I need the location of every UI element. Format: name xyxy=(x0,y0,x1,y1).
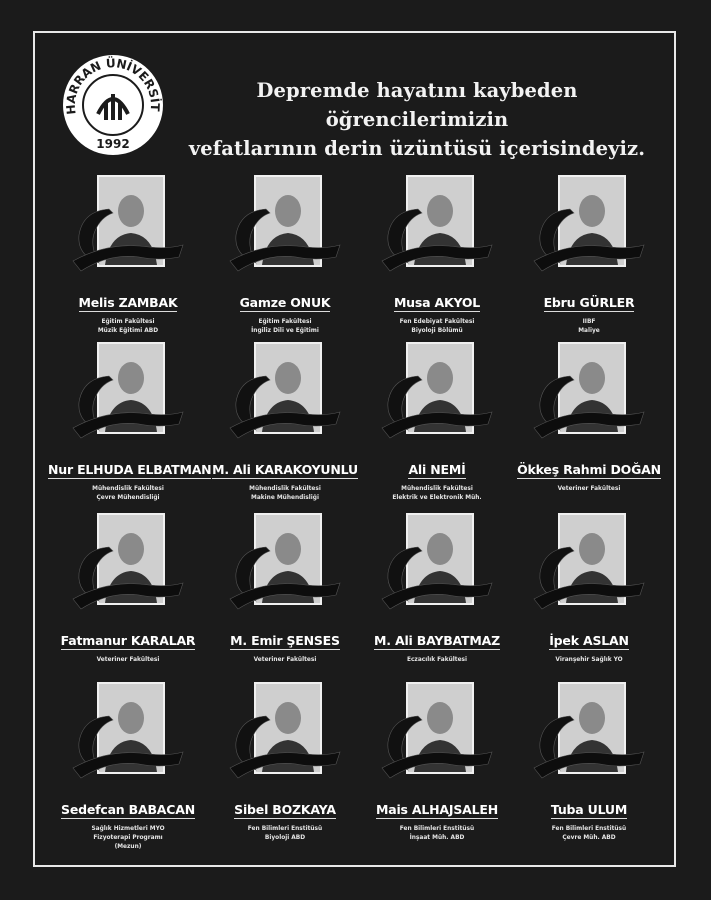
student-name: M. Ali BAYBATMAZ xyxy=(374,633,500,648)
student-department: Makine Mühendisliği xyxy=(251,493,319,501)
title-line-2: vefatlarının derin üzüntüsü içerisindeyiz. xyxy=(188,137,646,160)
student-card xyxy=(205,682,365,842)
mourning-ribbon-icon xyxy=(69,372,187,442)
student-department: Biyoloji ABD xyxy=(264,833,306,841)
student-department: İnşaat Müh. ABD xyxy=(409,833,465,841)
mourning-ribbon-icon xyxy=(378,712,496,782)
memorial-title xyxy=(172,76,662,163)
student-department: Eğitim Fakültesi xyxy=(101,317,155,325)
student-name: Ebru GÜRLER xyxy=(543,295,635,310)
mourning-ribbon-icon xyxy=(378,372,496,442)
student-department: Fizyoterapi Programı xyxy=(93,833,163,841)
student-card xyxy=(205,175,365,335)
student-department: Çevre Müh. ABD xyxy=(562,833,616,841)
student-name: Melis ZAMBAK xyxy=(78,295,178,310)
university-logo xyxy=(62,54,164,156)
student-department: Veteriner Fakültesi xyxy=(253,655,317,663)
student-card xyxy=(509,342,669,493)
student-name: Sibel BOZKAYA xyxy=(234,802,336,817)
student-card xyxy=(48,513,208,664)
mourning-ribbon-icon xyxy=(226,712,344,782)
student-department: Veteriner Fakültesi xyxy=(557,484,621,492)
student-name: M. Ali KARAKOYUNLU xyxy=(212,462,358,477)
student-name: Sedefcan BABACAN xyxy=(61,802,195,817)
student-card xyxy=(509,682,669,842)
mourning-ribbon-icon xyxy=(530,205,648,275)
student-department: Mühendislik Fakültesi xyxy=(92,484,164,492)
student-department: Mühendislik Fakültesi xyxy=(249,484,321,492)
mourning-ribbon-icon xyxy=(378,205,496,275)
student-department: Viranşehir Sağlık YO xyxy=(555,655,623,663)
mourning-ribbon-icon xyxy=(530,543,648,613)
student-name: Gamze ONUK xyxy=(239,295,331,310)
student-card xyxy=(357,682,517,842)
mourning-ribbon-icon xyxy=(69,543,187,613)
student-department: Fen Bilimleri Enstitüsü xyxy=(551,824,627,832)
mourning-ribbon-icon xyxy=(226,372,344,442)
mourning-ribbon-icon xyxy=(530,712,648,782)
mourning-ribbon-icon xyxy=(69,205,187,275)
student-name: Mais ALHAJSALEH xyxy=(375,802,499,817)
mourning-ribbon-icon xyxy=(226,205,344,275)
svg-text:HARRAN ÜNİVERSİTESİ: HARRAN ÜNİVERSİT xyxy=(63,56,163,116)
student-card xyxy=(205,513,365,664)
svg-text:1992: 1992 xyxy=(96,137,130,151)
student-card xyxy=(509,513,669,664)
student-department: Fen Bilimleri Enstitüsü xyxy=(247,824,323,832)
student-name: İpek ASLAN xyxy=(549,633,629,648)
student-department: Eğitim Fakültesi xyxy=(258,317,312,325)
student-department: Biyoloji Bölümü xyxy=(411,326,463,334)
student-card xyxy=(48,342,212,502)
mourning-ribbon-icon xyxy=(378,543,496,613)
student-department: İngiliz Dili ve Eğitimi xyxy=(251,326,319,334)
student-department: (Mezun) xyxy=(114,842,142,850)
student-card xyxy=(509,175,669,335)
student-name: Tuba ULUM xyxy=(550,802,628,817)
student-department: Çevre Mühendisliği xyxy=(96,493,160,501)
student-name: M. Emir ŞENSES xyxy=(230,633,340,648)
title-line-1: Depremde hayatını kaybeden öğrencilerimizin xyxy=(256,79,578,131)
student-name: Ökkeş Rahmi DOĞAN xyxy=(517,462,661,477)
student-card xyxy=(48,175,208,335)
student-department: Fen Edebiyat Fakültesi xyxy=(399,317,475,325)
student-name: Musa AKYOL xyxy=(393,295,481,310)
student-department: Maliye xyxy=(578,326,600,334)
mourning-ribbon-icon xyxy=(69,712,187,782)
mourning-ribbon-icon xyxy=(226,543,344,613)
student-department: Sağlık Hizmetleri MYO xyxy=(91,824,165,832)
student-card xyxy=(357,175,517,335)
student-name: Nur ELHUDA ELBATMAN xyxy=(48,462,212,477)
student-department: Eczacılık Fakültesi xyxy=(406,655,468,663)
student-department: Müzik Eğitimi ABD xyxy=(97,326,159,334)
student-card xyxy=(357,513,517,664)
student-card xyxy=(48,682,208,851)
student-card xyxy=(357,342,517,502)
student-department: IIBF xyxy=(582,317,596,325)
student-department: Veteriner Fakültesi xyxy=(96,655,160,663)
mourning-ribbon-icon xyxy=(530,372,648,442)
student-department: Fen Bilimleri Enstitüsü xyxy=(399,824,475,832)
student-department: Elektrik ve Elektronik Müh. xyxy=(392,493,482,501)
student-department: Mühendislik Fakültesi xyxy=(401,484,473,492)
student-name: Ali NEMİ xyxy=(408,462,466,477)
student-name: Fatmanur KARALAR xyxy=(60,633,196,648)
student-card xyxy=(205,342,365,502)
